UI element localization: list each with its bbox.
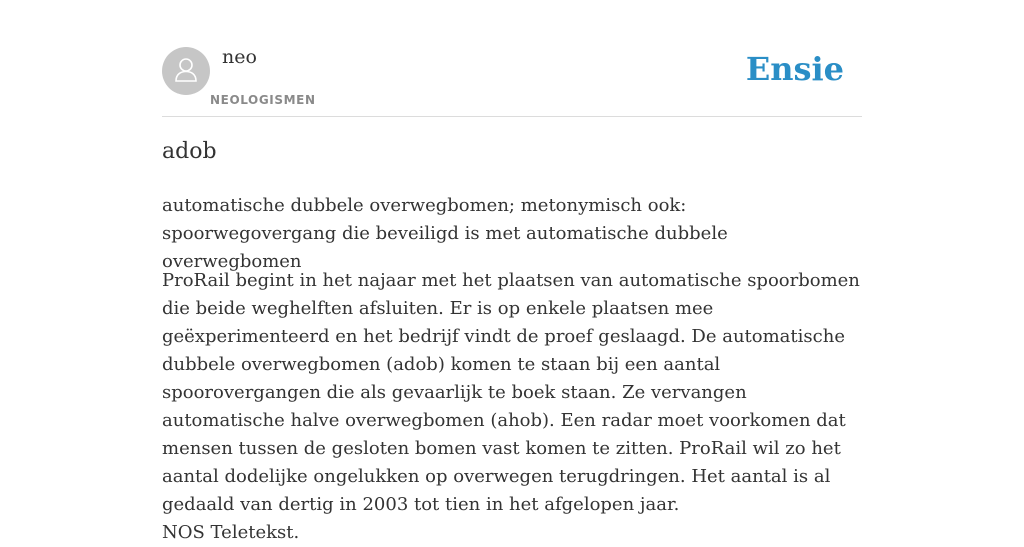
entry-example bbox=[162, 267, 862, 547]
category-label[interactable]: NEOLOGISMEN bbox=[210, 93, 316, 107]
username-link[interactable]: neo bbox=[222, 46, 257, 68]
entry-definition: automatische dubbele overwegbomen; metonymisch ook: spoorwegovergang die beveiligd is met automatische dubbele overwegbomen bbox=[162, 195, 728, 272]
entry-title: adob bbox=[162, 139, 217, 164]
header bbox=[162, 0, 862, 117]
example-text: ProRail begint in het najaar met het plaatsen van automatische spoorbomen die beide weghelften afsluiten. Er is op enkele plaatsen mee geëxperimenteerd en het bedrijf vindt de proef geslaagd. De automatische dubbele overwegbomen (adob) komen te staan bij een aantal spoorovergangen die als gevaarlijk te boek staan. Ze vervangen automatische halve overwegbomen (ahob). Een radar moet voorkomen dat mensen tussen de gesloten bomen vast komen te zitten. ProRail wil zo het aantal dodelijke ongelukken op overwegen terugdringen. Het aantal is al gedaald van dertig in 2003 tot tien in het afgelopen jaar. bbox=[162, 270, 860, 515]
site-logo[interactable]: Ensie bbox=[745, 50, 844, 88]
user-icon bbox=[171, 54, 201, 89]
avatar[interactable] bbox=[162, 47, 210, 95]
page bbox=[162, 0, 862, 543]
example-source: NOS Teletekst. bbox=[162, 522, 300, 543]
